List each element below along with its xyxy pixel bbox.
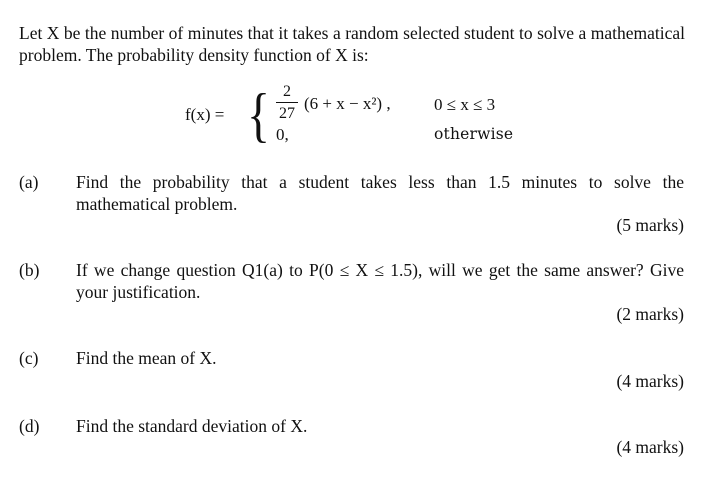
question-a-marks: (5 marks) — [616, 215, 684, 235]
question-a-label: (a) — [19, 172, 39, 192]
question-d-label: (d) — [19, 416, 40, 436]
fraction-bar — [276, 102, 298, 103]
pdf-condition-2: otherwise — [434, 125, 514, 143]
pdf-formula — [0, 80, 718, 152]
pdf-value-2: 0, — [276, 125, 289, 144]
question-d-marks: (4 marks) — [616, 437, 684, 457]
question-a-text: Find the probability that a student takes less than 1.5 minutes to solve the mathematical problem. — [76, 172, 684, 214]
pdf-expression: (6 + x − x²) , — [304, 94, 391, 113]
pdf-condition-1: 0 ≤ x ≤ 3 — [434, 95, 496, 114]
question-b-text: If we change question Q1(a) to P(0 ≤ X ≤ 1.5), will we get the same answer? Give your justification. — [76, 260, 684, 302]
pdf-fraction — [274, 82, 300, 123]
question-d-text: Find the standard deviation of X. — [76, 416, 308, 436]
question-b-marks: (2 marks) — [616, 304, 684, 324]
question-c-text: Find the mean of X. — [76, 348, 217, 368]
question-c-label: (c) — [19, 348, 39, 368]
pdf-lhs: f(x) = — [185, 105, 225, 124]
fraction-denominator: 27 — [279, 105, 295, 122]
question-c-marks: (4 marks) — [616, 371, 684, 391]
fraction-numerator: 2 — [283, 83, 291, 100]
problem-statement: Let X be the number of minutes that it takes a random selected student to solve a mathematical problem. The probability density function of X is: — [19, 23, 685, 65]
question-b-label: (b) — [19, 260, 40, 280]
left-brace: { — [247, 82, 271, 148]
